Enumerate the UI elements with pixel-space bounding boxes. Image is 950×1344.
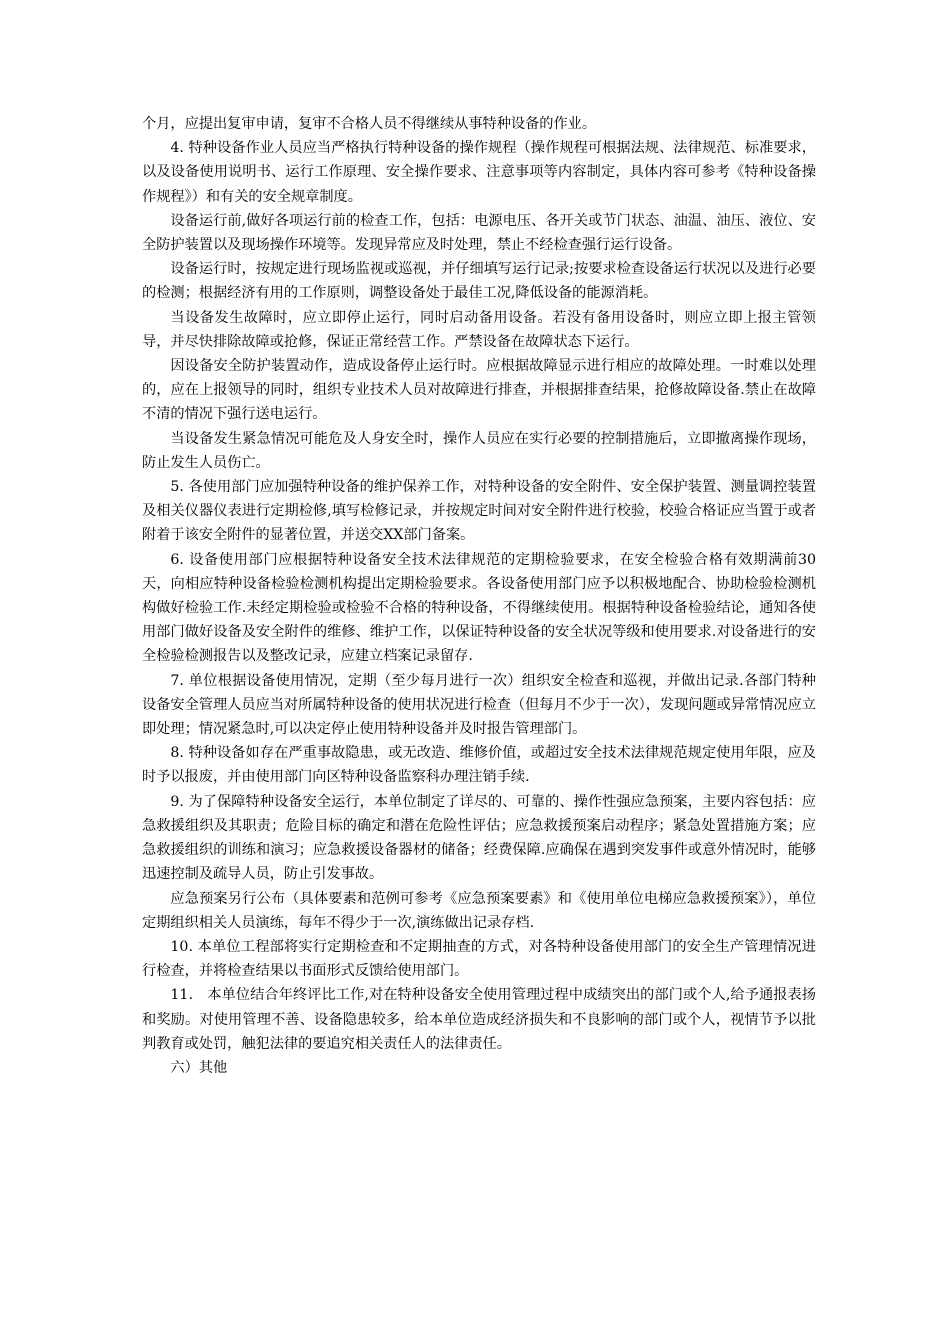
paragraph-protection-trip: 因设备安全防护装置动作，造成设备停止运行时。应根据故障显示进行相应的故障处理。一时难以处理的，应在上报领导的同时，组织专业技术人员对故障进行排查，并根据排查结果，抢修故障设备.禁止在故障不清的情况下强行送电运行。 xyxy=(142,358,816,423)
paragraph-item-4: 4. 特种设备作业人员应当严格执行特种设备的操作规程（操作规程可根据法规、法律规范、标准要求，以及设备使用说明书、运行工作原理、安全操作要求、注意事项等内容制定，具体内容可参考《特种设备操作规程》）和有关的安全规章制度。 xyxy=(142,140,816,205)
paragraph-item-8: 8. 特种设备如存在严重事故隐患，或无改造、维修价值，或超过安全技术法律规范规定使用年限，应及时予以报废，并由使用部门向区特种设备监察科办理注销手续. xyxy=(142,745,816,786)
document-body xyxy=(142,112,816,1080)
paragraph-emergency-plan: 应急预案另行公布（具体要素和范例可参考《应急预案要素》和《使用单位电梯应急救援预案》），单位定期组织相关人员演练，每年不得少于一次,演练做出记录存档. xyxy=(142,890,816,931)
paragraph-on-fault: 当设备发生故障时，应立即停止运行，同时启动备用设备。若没有备用设备时，则应立即上报主管领导，并尽快排除故障或抢修，保证正常经营工作。严禁设备在故障状态下运行。 xyxy=(142,309,816,350)
paragraph-during-operation: 设备运行时，按规定进行现场监视或巡视，并仔细填写运行记录;按要求检查设备运行状况以及进行必要的检测；根据经济有用的工作原则，调整设备处于最佳工况,降低设备的能源消耗。 xyxy=(142,261,816,302)
paragraph-item-5: 5. 各使用部门应加强特种设备的维护保养工作，对特种设备的安全附件、安全保护装置、测量调控装置及相关仪器仪表进行定期检修,填写检修记录，并按规定时间对安全附件进行校验，校验合格证应当置于或者附着于该安全附件的显著位置，并送交XX部门备案。 xyxy=(142,479,816,544)
section-heading-other: 六）其他 xyxy=(170,1059,228,1076)
paragraph-continuation: 个月，应提出复审申请，复审不合格人员不得继续从事特种设备的作业。 xyxy=(142,116,597,132)
paragraph-item-11: 11. 本单位结合年终评比工作,对在特种设备安全使用管理过程中成绩突出的部门或个人,给予通报表扬和奖励。对使用管理不善、设备隐患较多，给本单位造成经济损失和不良影响的部门或个人，视情节予以批判教育或处罚，触犯法律的要追究相关责任人的法律责任。 xyxy=(142,987,816,1052)
paragraph-item-9: 9. 为了保障特种设备安全运行，本单位制定了详尽的、可靠的、操作性强应急预案，主要内容包括：应急救援组织及其职责；危险目标的确定和潜在危险性评估；应急救援预案启动程序；紧急处置措施方案；应急救援组织的训练和演习；应急救援设备器材的储备；经费保障.应确保在遇到突发事件或意外情况时，能够迅速控制及疏导人员，防止引发事故。 xyxy=(142,793,816,883)
paragraph-emergency: 当设备发生紧急情况可能危及人身安全时，操作人员应在实行必要的控制措施后，立即撤离操作现场，防止发生人员伤亡。 xyxy=(142,430,816,471)
paragraph-item-10: 10. 本单位工程部将实行定期检查和不定期抽查的方式，对各特种设备使用部门的安全生产管理情况进行检查，并将检查结果以书面形式反馈给使用部门。 xyxy=(142,938,816,980)
paragraph-before-operation: 设备运行前,做好各项运行前的检查工作，包括：电源电压、各开关或节门状态、油温、油压、液位、安全防护装置以及现场操作环境等。发现异常应及时处理，禁止不经检查强行运行设备。 xyxy=(142,212,816,254)
paragraph-item-6: 6. 设备使用部门应根据特种设备安全技术法律规范的定期检验要求，在安全检验合格有效期满前30天，向相应特种设备检验检测机构提出定期检验要求。各设备使用部门应予以积极地配合、协助检验检测机构做好检验工作.未经定期检验或检验不合格的特种设备，不得继续使用。根据特种设备检验结论，通知各使用部门做好设备及安全附件的维修、维护工作，以保证特种设备的安全状况等级和使用要求.对设备进行的安全检验检测报告以及整改记录，应建立档案记录留存. xyxy=(142,551,816,665)
paragraph-item-7: 7. 单位根据设备使用情况，定期（至少每月进行一次）组织安全检查和巡视，并做出记录.各部门特种设备安全管理人员应当对所属特种设备的使用状况进行检查（但每月不少于一次），发现问题或异常情况应立即处理；情况紧急时,可以决定停止使用特种设备并及时报告管理部门。 xyxy=(142,672,816,738)
